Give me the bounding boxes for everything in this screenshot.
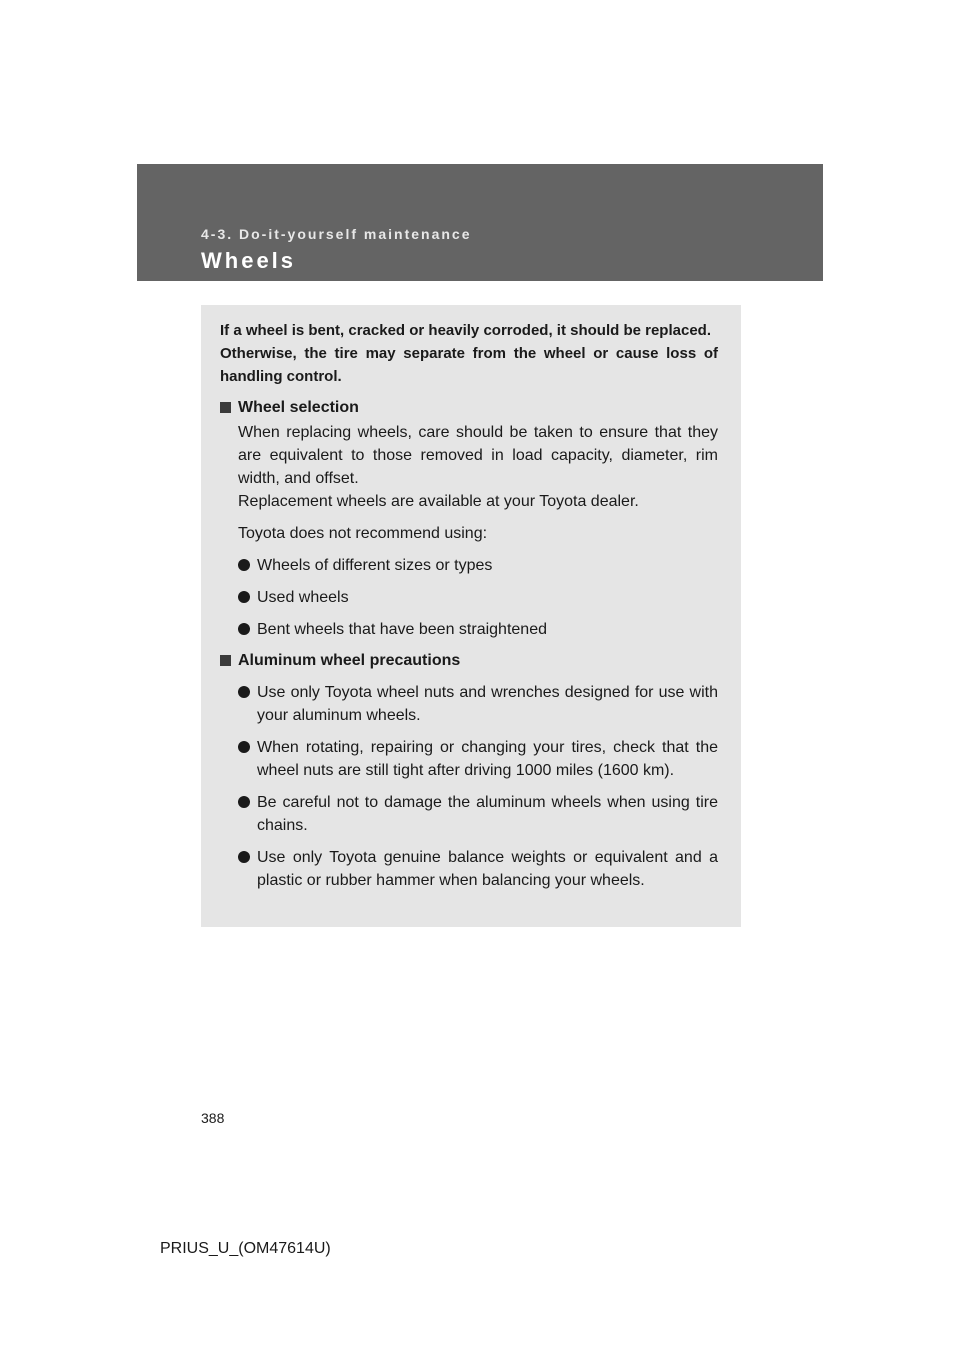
list-item-text: Wheels of different sizes or types	[257, 557, 493, 574]
list-item-text: Use only Toyota genuine balance weights or equivalent and a plastic or rubber hammer when balancing your wheels.	[257, 849, 718, 889]
list-item-text: Use only Toyota wheel nuts and wrenches designed for use with your aluminum wheels.	[257, 684, 718, 724]
wheel-selection-heading	[220, 396, 718, 419]
aluminum-wheel-section	[220, 649, 718, 892]
page-title: Wheels	[201, 248, 297, 273]
warning-box	[201, 305, 741, 927]
list-item	[238, 554, 718, 577]
list-item-text: Used wheels	[257, 589, 349, 606]
wheel-selection-para-1: When replacing wheels, care should be taken to ensure that they are equivalent to those removed in load capacity, diameter, rim width, and offset.	[238, 424, 718, 487]
circle-bullet-icon	[238, 586, 257, 609]
page-number: 388	[201, 1110, 225, 1126]
list-item-text: Bent wheels that have been straightened	[257, 621, 547, 638]
circle-bullet-icon	[238, 736, 257, 782]
intro-line-2: Otherwise, the tire may separate from the wheel or cause loss of handling control.	[220, 345, 718, 385]
section-label: 4-3. Do-it-yourself maintenance	[201, 226, 472, 242]
wheel-selection-section	[220, 396, 718, 641]
document-code: PRIUS_U_(OM47614U)	[160, 1240, 331, 1257]
list-item-text: When rotating, repairing or changing your tires, check that the wheel nuts are still tight after driving 1000 miles (1600 km).	[257, 739, 718, 779]
circle-bullet-icon	[238, 791, 257, 837]
wheel-selection-para-2: Replacement wheels are available at your Toyota dealer.	[238, 493, 639, 510]
wheel-selection-title: Wheel selection	[238, 399, 359, 416]
circle-bullet-icon	[238, 681, 257, 727]
aluminum-wheel-heading	[220, 649, 718, 672]
square-bullet-icon	[220, 649, 238, 672]
circle-bullet-icon	[238, 554, 257, 577]
intro-line-1: If a wheel is bent, cracked or heavily corroded, it should be replaced.	[220, 322, 711, 339]
list-item	[238, 846, 718, 892]
circle-bullet-icon	[238, 846, 257, 892]
list-item	[238, 681, 718, 727]
list-item	[238, 586, 718, 609]
list-item	[238, 791, 718, 837]
circle-bullet-icon	[238, 618, 257, 641]
list-item	[238, 618, 718, 641]
square-bullet-icon	[220, 396, 238, 419]
warning-intro	[220, 319, 718, 388]
aluminum-wheel-title: Aluminum wheel precautions	[238, 652, 461, 669]
section-header	[137, 164, 823, 281]
wheel-selection-para-3: Toyota does not recommend using:	[238, 525, 488, 542]
list-item	[238, 736, 718, 782]
list-item-text: Be careful not to damage the aluminum wheels when using tire chains.	[257, 794, 718, 834]
